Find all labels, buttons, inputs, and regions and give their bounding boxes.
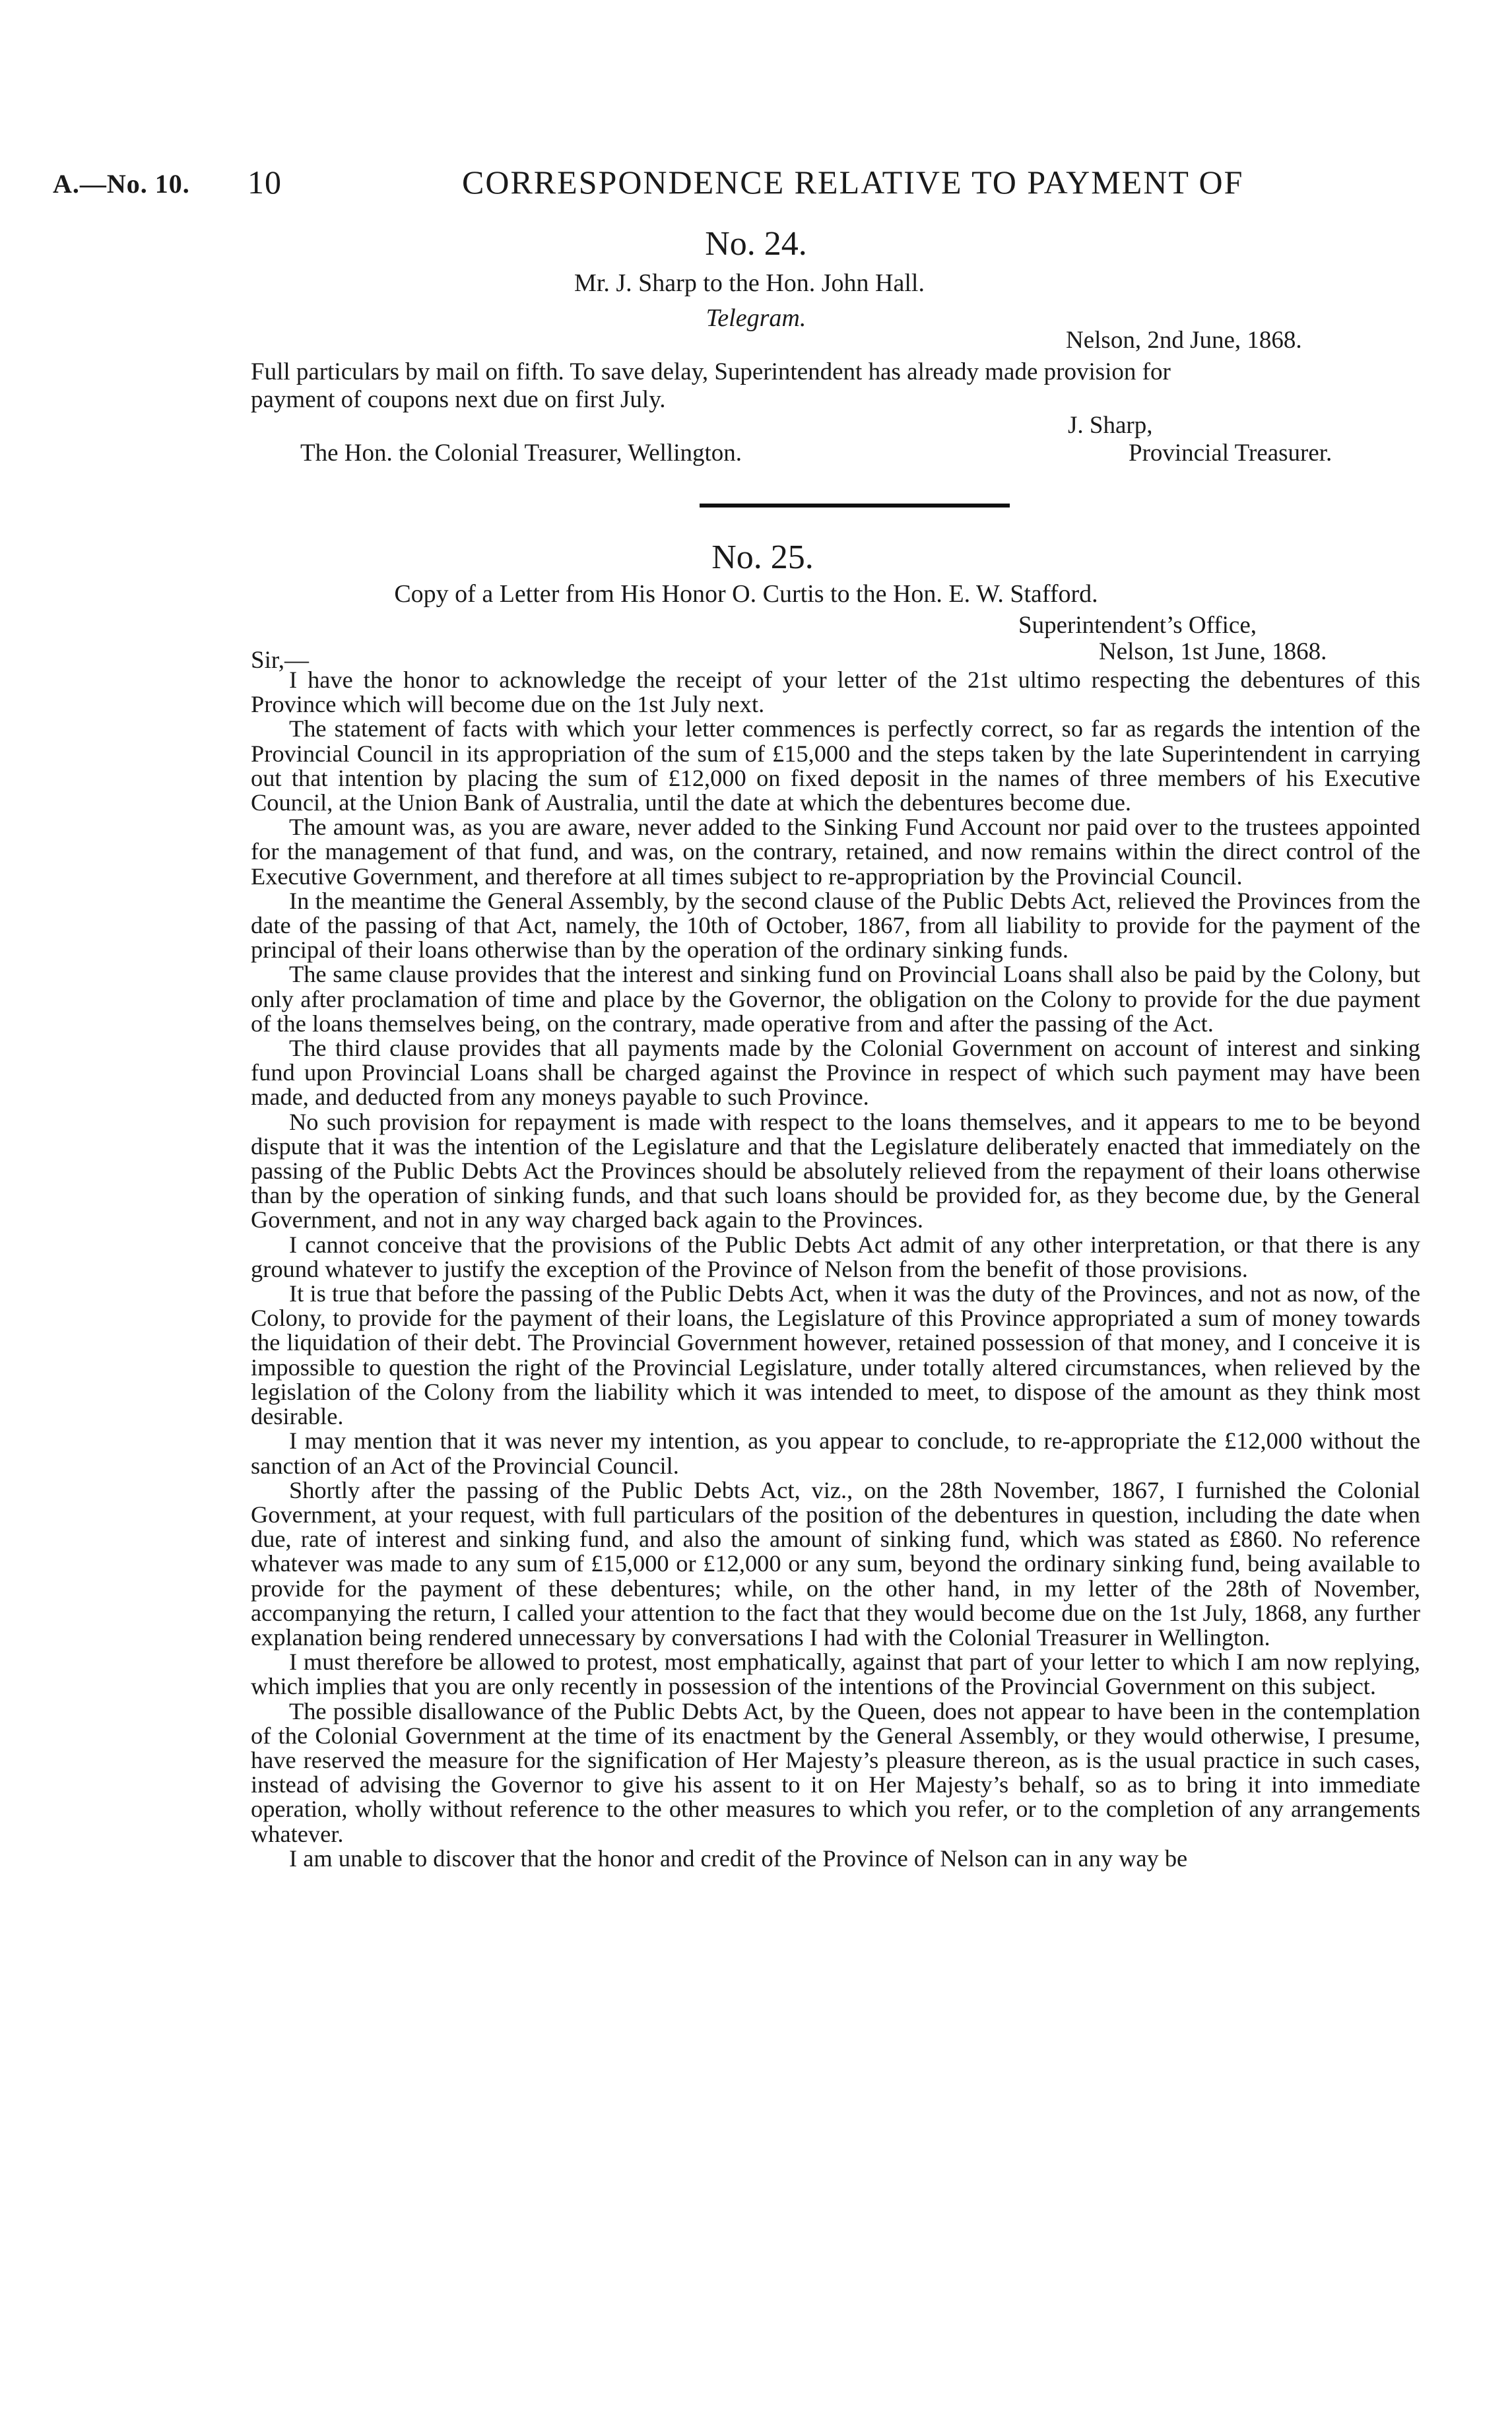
running-header	[53, 162, 1439, 201]
paragraph: In the meantime the General Assembly, by the second clause of the Public Debts Act, relieved the Provinces from the date of the passing of that Act, namely, the 10th of October, 1867, from all liability to provide for the payment of the principal of their loans otherwise than by the operation of the ordinary sinking funds.	[251, 887, 1420, 964]
doc24-body-line1: Full particulars by mail on fifth. To save delay, Superintendent has already made provision for	[251, 358, 1171, 385]
doc24-from-to: Mr. J. Sharp to the Hon. John Hall.	[574, 269, 925, 297]
doc24-number: No. 24.	[705, 225, 807, 263]
doc24-type: Telegram.	[706, 304, 806, 332]
doc25-letter-body	[251, 668, 1420, 1871]
doc24-signatory-title: Provincial Treasurer.	[1129, 440, 1332, 467]
paragraph: Shortly after the passing of the Public Debts Act, viz., on the 28th November, 1867, I furnished the Colonial Government, at your request, with full particulars of the position of the debentures in question, including the date when due, rate of interest and sinking fund, and also the amount of sinking fund, which was stated as £860. No reference whatever was made to any sum of £15,000 or £12,000 or any sum, beyond the ordinary sinking fund, being available to provide for the payment of these debentures; while, on the other hand, in my letter of the 28th of November, accompanying the return, I called your attention to the fact that they would become due on the 1st July, 1868, any further explanation being rendered unnecessary by conversations I had with the Colonial Treasurer in Wellington.	[251, 1476, 1420, 1651]
doc25-title: Copy of a Letter from His Honor O. Curtis to the Hon. E. W. Stafford.	[394, 580, 1098, 608]
doc24-addressee: The Hon. the Colonial Treasurer, Wellington.	[300, 440, 742, 467]
doc24-dateline: Nelson, 2nd June, 1868.	[1066, 327, 1302, 354]
paragraph: I must therefore be allowed to protest, most emphatically, against that part of your letter to which I am now replying, which implies that you are only recently in possession of the intentions of the Provincial Government on this subject.	[251, 1649, 1420, 1700]
paragraph: The statement of facts with which your letter commences is perfectly correct, so far as regards the intention of the Provincial Council in its appropriation of the sum of £15,000 and the steps taken by the late Superintendent in carrying out that intention by placing the sum of £12,000 on fixed deposit in the names of three members of his Executive Council, at the Union Bank of Australia, until the date at which the debentures become due.	[251, 715, 1420, 816]
doc25-office: Superintendent’s Office,	[1018, 612, 1257, 639]
paragraph: The same clause provides that the interest and sinking fund on Provincial Loans shall also be paid by the Colony, but only after proclamation of time and place by the Governor, the obligation on the Colony to provide for the due payment of the loans themselves being, on the contrary, made operative from and after the passing of the Act.	[251, 961, 1420, 1037]
paragraph: The third clause provides that all payments made by the Colonial Government on account of interest and sinking fund upon Provincial Loans shall be charged against the Province in respect of which such payment may have been made, and deducted from any moneys payable to such Province.	[251, 1035, 1420, 1111]
page-number: 10	[247, 164, 282, 201]
paper-reference: A.—No. 10.	[53, 169, 190, 199]
doc24-body-line2: payment of coupons next due on first July.	[251, 386, 666, 413]
doc25-number: No. 25.	[711, 539, 814, 576]
paragraph: It is true that before the passing of the Public Debts Act, when it was the duty of the Provinces, and not as now, of the Colony, to provide for the payment of their loans, the Legislature of this Province appropriated a sum of money towards the liquidation of their debt. The Provincial Government however, retained possession of that money, and I conceive it is impossible to question the right of the Provincial Legislature, under totally altered circumstances, when relieved by the legislation of the Colony from the liability which it was intended to meet, to dispose of the amount as they think most desirable.	[251, 1280, 1420, 1430]
paragraph: I have the honor to acknowledge the receipt of your letter of the 21st ultimo respecting the debentures of this Province which will become due on the 1st July next.	[251, 667, 1420, 718]
section-divider	[700, 504, 1010, 508]
paragraph: I may mention that it was never my intention, as you appear to conclude, to re-appropriate the £12,000 without the sanction of an Act of the Provincial Council.	[251, 1427, 1420, 1479]
paragraph: The possible disallowance of the Public Debts Act, by the Queen, does not appear to have been in the contemplation of the Colonial Government at the time of its enactment by the General Assembly, or they would otherwise, I presume, have reserved the measure for the signification of Her Majesty’s pleasure thereon, as is the usual practice in such cases, instead of advising the Governor to give his assent to it on Her Majesty’s behalf, so as to bring it into immediate operation, wholly without reference to the other measures to which you refer, or to the completion of any arrangements whatever.	[251, 1697, 1420, 1847]
page-title: CORRESPONDENCE RELATIVE TO PAYMENT OF	[462, 164, 1244, 201]
paragraph: The amount was, as you are aware, never added to the Sinking Fund Account nor paid over to the trustees appointed for the management of that fund, and was, on the contrary, retained, and now remains within the direct control of the Executive Government, and therefore at all times subject to re-appropriation by the Provincial Council.	[251, 814, 1420, 890]
paragraph: I cannot conceive that the provisions of the Public Debts Act admit of any other interpretation, or that there is any ground whatever to justify the exception of the Province of Nelson from the benefit of those provisions.	[251, 1231, 1420, 1282]
doc25-salutation: Sir,—	[251, 647, 309, 674]
paragraph: No such provision for repayment is made with respect to the loans themselves, and it appears to me to be beyond dispute that it was the intention of the Legislature and that the Legislature deliberately enacted that immediately on the passing of the Public Debts Act the Provinces should be absolutely relieved from the repayment of their loans otherwise than by the operation of sinking funds, and that such loans should be provided for, as they become due, by the General Government, and not in any way charged back again to the Provinces.	[251, 1108, 1420, 1233]
doc24-signatory: J. Sharp,	[1068, 412, 1153, 439]
paragraph: I am unable to discover that the honor and credit of the Province of Nelson can in any way be	[289, 1845, 1188, 1872]
doc25-dateline: Nelson, 1st June, 1868.	[1099, 638, 1327, 665]
